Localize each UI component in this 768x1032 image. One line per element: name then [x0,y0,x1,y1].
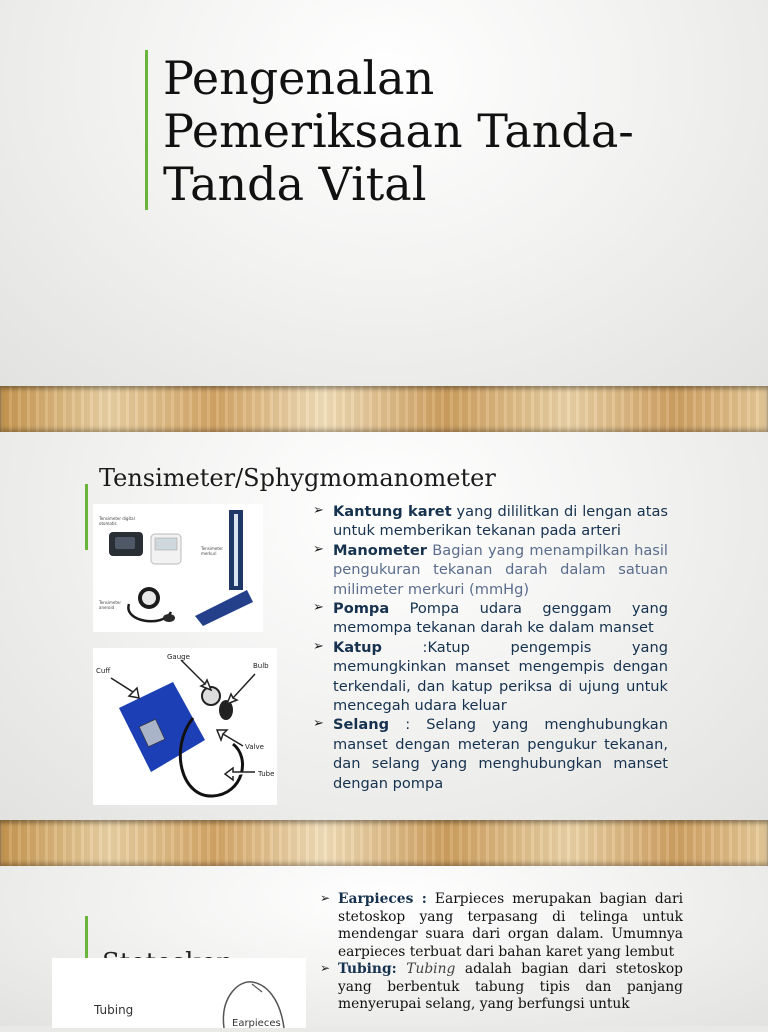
tensimeter-parts-illustration [93,648,277,805]
arrow-gauge [181,660,211,690]
title-line: Pengenalan [163,51,435,105]
item-text: Earpieces merupakan bagian dari stetoskop yang terpasang di telinga untuk mendengar suara dari organ dalam. Umumnya earpieces terbuat dari bahan karet yang lembut [338,891,683,960]
label-tubing: Tubing [94,1003,134,1017]
stetoskop-image [52,958,306,1028]
list-item [313,638,668,716]
label-valve: Valve [245,743,264,751]
arrow-bullet-icon: ➢ [320,891,331,905]
label-tube: Tube [258,770,275,778]
mercury-case [195,590,253,626]
arrow-bullet-icon: ➢ [313,600,324,616]
item-term: Pompa [333,600,390,618]
list-item [313,502,668,541]
label-aneroid-2: aneroid [99,605,115,610]
arrow-valve [217,730,243,746]
list-item [313,715,668,793]
arrow-bullet-icon: ➢ [313,541,324,557]
label-gauge: Gauge [167,653,190,661]
item-text: : Selang yang menghubungkan manset dengan meteran pengukur tekanan, dan selang yang menghubungkan manset dengan pompa [333,716,668,792]
list-item [313,599,668,638]
title-line: Tanda Vital [163,157,427,211]
tensimeter-parts-image [93,648,277,805]
stetoskop-parts-list [320,891,683,1014]
item-text: adalah bagian dari stetoskop yang berbentuk tabung tipis dan panjang menyerupai selang, yang berfungsi untuk [338,961,683,1012]
aneroid-bulb [163,614,175,622]
arrow-bullet-icon: ➢ [313,503,324,518]
item-text: Pompa udara genggam yang memompa tekanan darah ke dalam manset [333,600,668,637]
aneroid-face [142,591,156,605]
label-aneroid: Tensimeter [99,600,121,605]
slide-separator [0,820,768,866]
item-text: Bagian yang menampilkan hasil pengukuran tekanan darah dalam satuan milimeter merkuri (mmHg) [333,541,668,598]
item-term: Selang [333,716,390,734]
tensimeter-parts-list [313,502,668,793]
label-cuff: Cuff [96,667,111,675]
item-term: Manometer [333,541,427,559]
item-term: Earpieces : [338,891,427,907]
digital-cuff-detail [115,537,135,549]
accent-bar [145,50,148,210]
arrow-bullet-icon: ➢ [313,716,324,732]
label-bulb: Bulb [253,662,269,670]
slide-separator [0,386,768,432]
accent-bar [85,484,88,550]
arrow-cuff [111,678,139,698]
tensimeter-types-illustration [93,504,263,632]
slide-heading: Tensimeter/Sphygmomanometer [99,464,496,492]
item-term: Katup [333,638,382,656]
item-term: Kantung karet [333,503,452,520]
item-text: yang dililitkan di lengan atas untuk memberikan tekanan pada arteri [333,503,669,540]
slide-title [0,0,768,386]
title-line: Pemeriksaan Tanda- [163,104,634,158]
label-digital-2: otomatis [99,521,117,526]
digital-screen [155,538,177,550]
item-term: Tubing: [338,961,397,977]
list-item [320,891,683,961]
arrow-bullet-icon: ➢ [313,638,324,654]
arrow-bulb [227,674,255,704]
label-digital: Tensimeter digital [99,516,135,521]
presentation-title [163,52,753,211]
arrow-bullet-icon: ➢ [320,961,331,975]
label-mercury-2: merkuri [201,551,217,556]
stetoskop-illustration [52,958,306,1028]
tensimeter-types-image [93,504,263,632]
item-text-italic: Tubing [396,961,456,977]
label-mercury: Tensimeter [201,546,223,551]
list-item [320,961,683,1014]
item-text: :Katup pengempis yang memungkinkan manset mengempis dengan terkendali, dan katup periksa di ujung untuk mencegah udara keluar [333,638,668,715]
mercury-tube [234,514,238,586]
list-item [313,541,668,599]
label-earpieces: Earpieces [232,1018,281,1028]
